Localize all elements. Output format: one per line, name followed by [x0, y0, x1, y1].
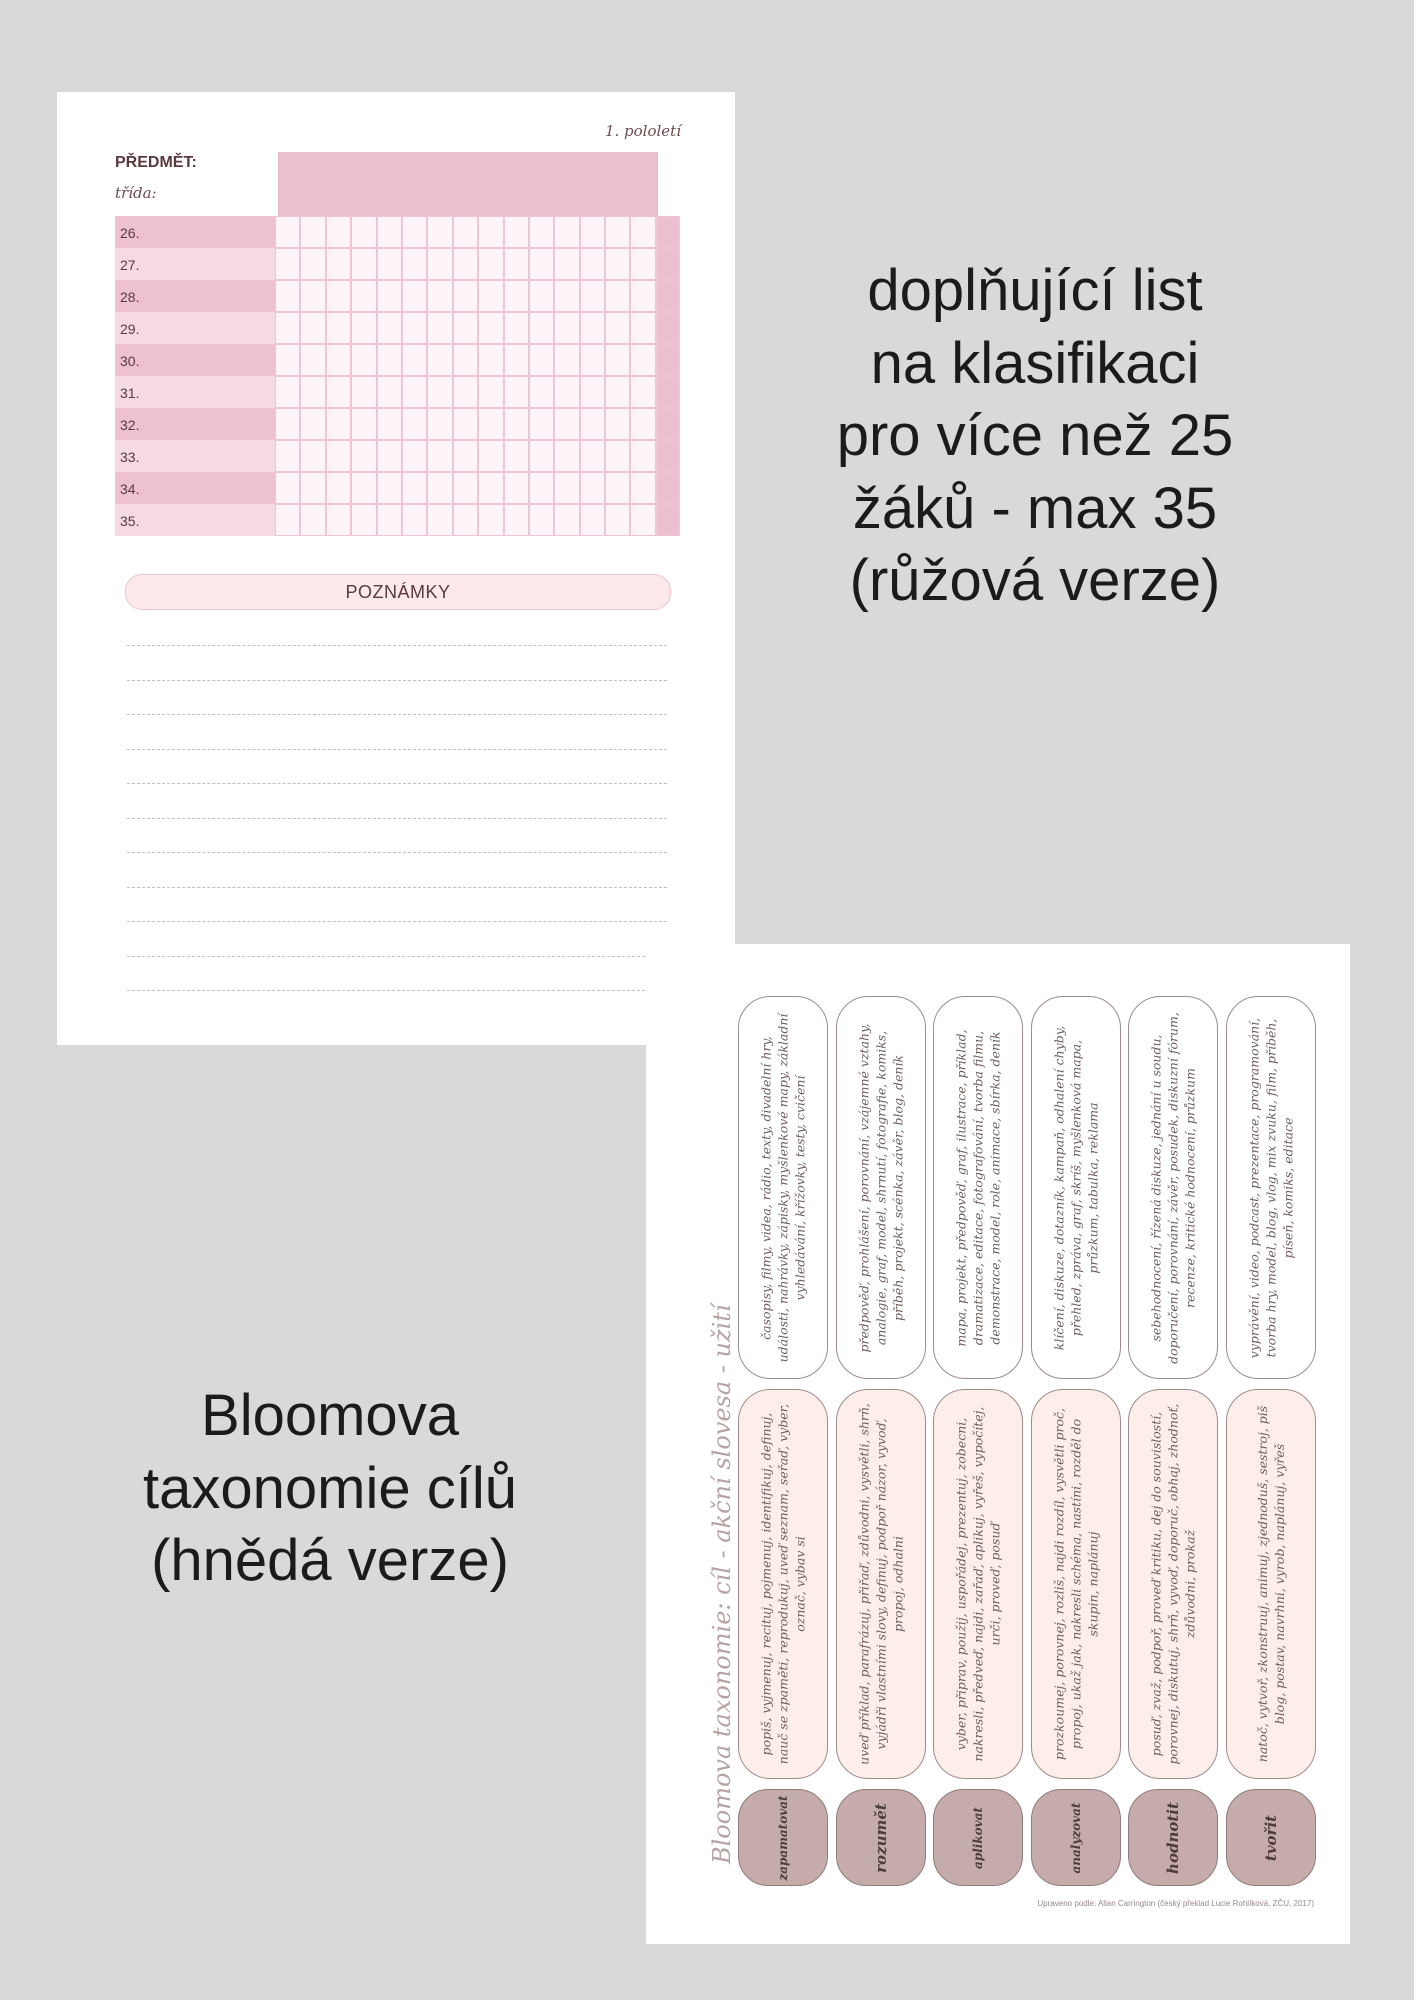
grade-cell: [351, 408, 376, 440]
grade-cell: [453, 216, 478, 248]
verbs-box: [933, 1389, 1023, 1779]
grade-cell: [377, 248, 402, 280]
grade-cell: [275, 216, 300, 248]
grade-cell: [453, 504, 478, 536]
grade-cell: [504, 216, 529, 248]
grade-cell: [630, 248, 655, 280]
caption-line: Bloomova: [201, 1383, 459, 1448]
grade-cell: [478, 344, 503, 376]
grade-cell: [529, 408, 554, 440]
grade-cell: [580, 472, 605, 504]
grade-cell: [554, 216, 579, 248]
grade-cell: [580, 440, 605, 472]
grade-row: [115, 280, 681, 312]
grade-cell: [300, 248, 325, 280]
grade-cell: [554, 472, 579, 504]
grade-cell: [630, 344, 655, 376]
grade-cell: [504, 376, 529, 408]
grade-cell: [300, 344, 325, 376]
grade-cell: [630, 504, 655, 536]
subject-label: PŘEDMĚT:: [115, 154, 197, 171]
grade-cell: [478, 472, 503, 504]
class-label: třída:: [115, 184, 157, 202]
grade-cell: [453, 440, 478, 472]
caption-grading: [760, 255, 1310, 618]
grade-cell: [605, 472, 630, 504]
grade-summary-cell: [656, 216, 680, 248]
grade-summary-cell: [656, 312, 680, 344]
level-box: [1226, 1789, 1316, 1886]
row-number: 26.: [115, 216, 275, 248]
notes-line: [127, 680, 667, 681]
grade-cell: [453, 248, 478, 280]
uses-box: [933, 996, 1023, 1379]
grade-cell: [377, 344, 402, 376]
grade-cell: [453, 472, 478, 504]
grade-cell: [580, 504, 605, 536]
grading-sheet: [57, 92, 735, 1045]
bloom-column-rozumět: [836, 944, 926, 1944]
grade-cell: [580, 312, 605, 344]
notes-header: POZNÁMKY: [125, 574, 671, 610]
bloom-column-analyzovat: [1031, 944, 1121, 1944]
grade-cell: [478, 280, 503, 312]
notes-line: [127, 956, 645, 957]
grade-cell: [478, 376, 503, 408]
grade-cell: [554, 280, 579, 312]
grade-summary-cell: [656, 408, 680, 440]
uses-box: [1031, 996, 1121, 1379]
grade-cell: [605, 216, 630, 248]
grade-cell: [351, 440, 376, 472]
grade-cell: [377, 504, 402, 536]
level-box: [738, 1789, 828, 1886]
level-box: [836, 1789, 926, 1886]
grade-cell: [351, 504, 376, 536]
grade-cell: [326, 472, 351, 504]
uses-box: [836, 996, 926, 1379]
grade-cell: [402, 472, 427, 504]
uses-box: [738, 996, 828, 1379]
level-label: analyzovat: [1068, 1802, 1083, 1873]
grade-cell: [529, 280, 554, 312]
verbs-box: [1128, 1389, 1218, 1779]
grade-cell: [554, 504, 579, 536]
row-number: 29.: [115, 312, 275, 344]
notes-line: [127, 645, 667, 646]
grade-cell: [351, 280, 376, 312]
verbs-text: vyber, připrav, použij, uspořádej, prezentuj, zobecni, nakresli, předveď, najdi, zařaď, aplikuj, vyřeš, vypočítej, urči, proveď, posuď: [953, 1406, 1003, 1762]
grade-cell: [402, 216, 427, 248]
level-box: [1031, 1789, 1121, 1886]
grade-cell: [300, 440, 325, 472]
grade-cell: [580, 248, 605, 280]
grade-cell: [529, 472, 554, 504]
grade-cell: [326, 312, 351, 344]
caption-bloom: [70, 1380, 590, 1598]
grade-cell: [605, 376, 630, 408]
bloom-column-zapamatovat: [738, 944, 828, 1944]
grade-cell: [377, 440, 402, 472]
grade-table: [115, 216, 681, 536]
verbs-box: [1031, 1389, 1121, 1779]
uses-text: časopisy, filmy, videa, rádio, texty, divadelní hry, události, nahrávky, zápisky, myšlenkové mapy, základní vyhledávání, křížovky, testy, cvičení: [758, 1013, 808, 1362]
grade-cell: [605, 504, 630, 536]
grade-row: [115, 216, 681, 248]
grade-cell: [275, 344, 300, 376]
row-number: 28.: [115, 280, 275, 312]
grade-cell: [504, 248, 529, 280]
grade-summary-cell: [656, 472, 680, 504]
uses-text: předpověď, prohlášení, porovnání, vzájemné vztahy, analogie, graf, model, shrnutí, fotografie, komiks, příběh, projekt, scénka, závěr, blog, deník: [856, 1023, 905, 1352]
grade-cell: [427, 440, 452, 472]
grade-cell: [326, 344, 351, 376]
grade-cell: [554, 248, 579, 280]
grade-cell: [529, 344, 554, 376]
caption-line: taxonomie cílů: [143, 1455, 517, 1521]
grade-cell: [402, 440, 427, 472]
grade-cell: [402, 248, 427, 280]
grade-cell: [326, 280, 351, 312]
notes-line: [127, 921, 667, 922]
caption-line: na klasifikaci: [870, 330, 1200, 396]
row-number: 31.: [115, 376, 275, 408]
grade-cell: [453, 344, 478, 376]
grade-cell: [427, 344, 452, 376]
grade-cell: [351, 216, 376, 248]
grade-cell: [478, 504, 503, 536]
grade-row: [115, 248, 681, 280]
grade-cell: [427, 504, 452, 536]
grade-cell: [275, 472, 300, 504]
grade-cell: [580, 344, 605, 376]
grade-row: [115, 408, 681, 440]
verbs-text: posuď, zvaž, podpoř, proveď kritiku, dej do souvislostí, porovnej, diskutuj, shrň, vyvoď, doporuč, obhaj, zhodnoť, zdůvodni, prokaž: [1148, 1403, 1198, 1765]
verbs-box: [836, 1389, 926, 1779]
grade-cell: [529, 248, 554, 280]
level-label: rozumět: [871, 1802, 890, 1873]
uses-box: [1226, 996, 1316, 1379]
grade-summary-cell: [656, 248, 680, 280]
grade-summary-cell: [656, 376, 680, 408]
grade-cell: [300, 216, 325, 248]
grade-cell: [377, 312, 402, 344]
grade-summary-cell: [656, 344, 680, 376]
notes-line: [127, 887, 667, 888]
grade-cell: [427, 216, 452, 248]
grade-cell: [377, 280, 402, 312]
grade-cell: [478, 216, 503, 248]
grade-cell: [630, 312, 655, 344]
row-number: 27.: [115, 248, 275, 280]
grade-cell: [377, 216, 402, 248]
grade-cell: [554, 344, 579, 376]
grade-cell: [529, 312, 554, 344]
verbs-box: [1226, 1389, 1316, 1779]
grade-cell: [300, 376, 325, 408]
grade-cell: [377, 472, 402, 504]
grade-cell: [275, 376, 300, 408]
row-number: 33.: [115, 440, 275, 472]
grade-cell: [300, 408, 325, 440]
grade-cell: [427, 376, 452, 408]
row-number: 34.: [115, 472, 275, 504]
grade-cell: [554, 312, 579, 344]
caption-line: žáků - max 35: [852, 475, 1218, 541]
grade-cell: [453, 312, 478, 344]
grade-row: [115, 376, 681, 408]
row-number: 32.: [115, 408, 275, 440]
grade-cell: [630, 216, 655, 248]
grade-cell: [605, 344, 630, 376]
grade-cell: [504, 504, 529, 536]
semester-label: 1. pololetí: [604, 122, 681, 140]
grade-cell: [504, 408, 529, 440]
grade-cell: [529, 440, 554, 472]
notes-line: [127, 749, 667, 750]
grade-cell: [630, 472, 655, 504]
grade-cell: [377, 376, 402, 408]
grade-cell: [605, 280, 630, 312]
grade-cell: [605, 312, 630, 344]
grade-cell: [630, 408, 655, 440]
row-number: 30.: [115, 344, 275, 376]
grade-cell: [326, 248, 351, 280]
grade-cell: [326, 376, 351, 408]
grade-cell: [427, 312, 452, 344]
grade-cell: [453, 408, 478, 440]
grade-cell: [478, 312, 503, 344]
grade-row: [115, 344, 681, 376]
uses-box: [1128, 996, 1218, 1379]
grade-cell: [402, 280, 427, 312]
grade-cell: [427, 280, 452, 312]
verbs-box: [738, 1389, 828, 1779]
grade-row: [115, 504, 681, 536]
caption-line: (růžová verze): [849, 548, 1221, 613]
grade-cell: [504, 472, 529, 504]
grade-cell: [580, 280, 605, 312]
grade-cell: [605, 408, 630, 440]
uses-text: vyprávění, video, podcast, prezentace, programování, tvorba hry, model, blog, vlog, mix zvuku, film, příběh, píseň, komiks, editace: [1246, 1017, 1295, 1358]
grade-cell: [275, 504, 300, 536]
grade-cell: [351, 312, 376, 344]
level-label: zapamatovat: [776, 1794, 790, 1881]
grade-cell: [275, 312, 300, 344]
grade-cell: [402, 376, 427, 408]
grade-cell: [326, 440, 351, 472]
notes-line: [127, 852, 667, 853]
grade-cell: [275, 280, 300, 312]
grade-cell: [377, 408, 402, 440]
grade-cell: [529, 504, 554, 536]
grade-cell: [630, 376, 655, 408]
grade-cell: [580, 408, 605, 440]
row-number: 35.: [115, 504, 275, 536]
grade-cell: [580, 216, 605, 248]
grade-summary-cell: [656, 504, 680, 536]
credit-text: Upraveno podle: Allan Carrington (český překlad Lucie Rohlíková, ZČU, 2017): [1037, 1899, 1314, 1908]
grade-cell: [504, 280, 529, 312]
grade-cell: [605, 440, 630, 472]
caption-line: doplňující list: [867, 258, 1203, 323]
verbs-text: natoč, vytvoř, zkonstruuj, animuj, zjednoduš, sestroj, piš blog, postav, navrhni, vyrob, naplánuj, vyřeš: [1254, 1405, 1287, 1763]
caption-line: (hnědá verze): [151, 1528, 509, 1593]
grade-cell: [402, 408, 427, 440]
grade-row: [115, 440, 681, 472]
verbs-text: popiš, vyjmenuj, recituj, pojmenuj, identifikuj, definuj, nauč se zpaměti, reprodukuj, uveď seznam, seřaď, vyber, označ, vybav si: [758, 1403, 808, 1765]
grade-cell: [554, 408, 579, 440]
caption-line: pro více než 25: [836, 403, 1234, 468]
notes-line: [127, 783, 667, 784]
grade-cell: [529, 216, 554, 248]
level-box: [1128, 1789, 1218, 1886]
grade-cell: [605, 248, 630, 280]
grade-cell: [453, 280, 478, 312]
level-box: [933, 1789, 1023, 1886]
grade-cell: [326, 408, 351, 440]
grade-cell: [351, 344, 376, 376]
bloom-column-hodnotit: [1128, 944, 1218, 1944]
grade-cell: [630, 440, 655, 472]
notes-line: [127, 818, 667, 819]
grade-summary-cell: [656, 280, 680, 312]
notes-line: [127, 714, 667, 715]
grade-cell: [478, 248, 503, 280]
bloom-title: Bloomova taxonomie: cíl - akční slovesa - užití: [708, 1304, 736, 1864]
verbs-text: uveď příklad, parafrázuj, přiřaď, zdůvodni, vysvětli, shrň, vyjádři vlastními slovy, definuj, podpoř názor, vyvoď, propoj, odhalni: [856, 1403, 905, 1765]
grade-cell: [275, 440, 300, 472]
grade-cell: [351, 248, 376, 280]
uses-text: mapa, projekt, předpověď, graf, ilustrace, příklad, dramatizace, editace, fotografování, tvorba filmu, demonstrace, model, role, animace, sbírka, deník: [953, 1028, 1003, 1347]
grade-cell: [351, 376, 376, 408]
verbs-text: prozkoumej, porovnej, rozliš, najdi rozdíl, vysvětli proč, propoj, ukaž jak, nakresli schéma, nastíni, rozděl do skupin, naplánuj: [1051, 1408, 1100, 1760]
grade-cell: [275, 408, 300, 440]
notes-line: [127, 990, 645, 991]
grade-cell: [529, 376, 554, 408]
grade-cell: [326, 216, 351, 248]
level-label: aplikovat: [971, 1806, 985, 1869]
grade-cell: [554, 440, 579, 472]
grade-header-band: [278, 152, 658, 216]
grade-cell: [300, 472, 325, 504]
grade-cell: [300, 280, 325, 312]
grade-cell: [300, 312, 325, 344]
bloom-sheet: [646, 944, 1350, 1944]
grade-cell: [402, 504, 427, 536]
grade-cell: [504, 312, 529, 344]
grade-cell: [402, 344, 427, 376]
grade-row: [115, 472, 681, 504]
grade-row: [115, 312, 681, 344]
grade-cell: [402, 312, 427, 344]
grade-cell: [275, 248, 300, 280]
grade-cell: [504, 344, 529, 376]
bloom-column-tvořit: [1226, 944, 1316, 1944]
grade-cell: [427, 472, 452, 504]
grade-cell: [580, 376, 605, 408]
grade-cell: [427, 408, 452, 440]
level-label: hodnotit: [1164, 1801, 1182, 1874]
uses-text: klíčení, diskuze, dotazník, kampaň, odhalení chyby, přehled, zpráva, graf, skríš, myšlenková mapa, průzkum, tabulka, reklama: [1051, 1025, 1100, 1350]
grade-cell: [427, 248, 452, 280]
grade-cell: [554, 376, 579, 408]
grade-summary-cell: [656, 440, 680, 472]
uses-text: sebehodnocení, řízená diskuze, jednání u soudu, doporučení, porovnání, závěr, posudek, diskuzní fórum, recenze, kritické hodnocení, průzkum: [1148, 1011, 1198, 1364]
grade-cell: [453, 376, 478, 408]
grade-cell: [478, 408, 503, 440]
bloom-column-aplikovat: [933, 944, 1023, 1944]
grade-cell: [478, 440, 503, 472]
grade-cell: [351, 472, 376, 504]
level-label: tvořit: [1261, 1814, 1280, 1861]
grade-cell: [504, 440, 529, 472]
grade-cell: [300, 504, 325, 536]
grade-cell: [326, 504, 351, 536]
grade-cell: [630, 280, 655, 312]
